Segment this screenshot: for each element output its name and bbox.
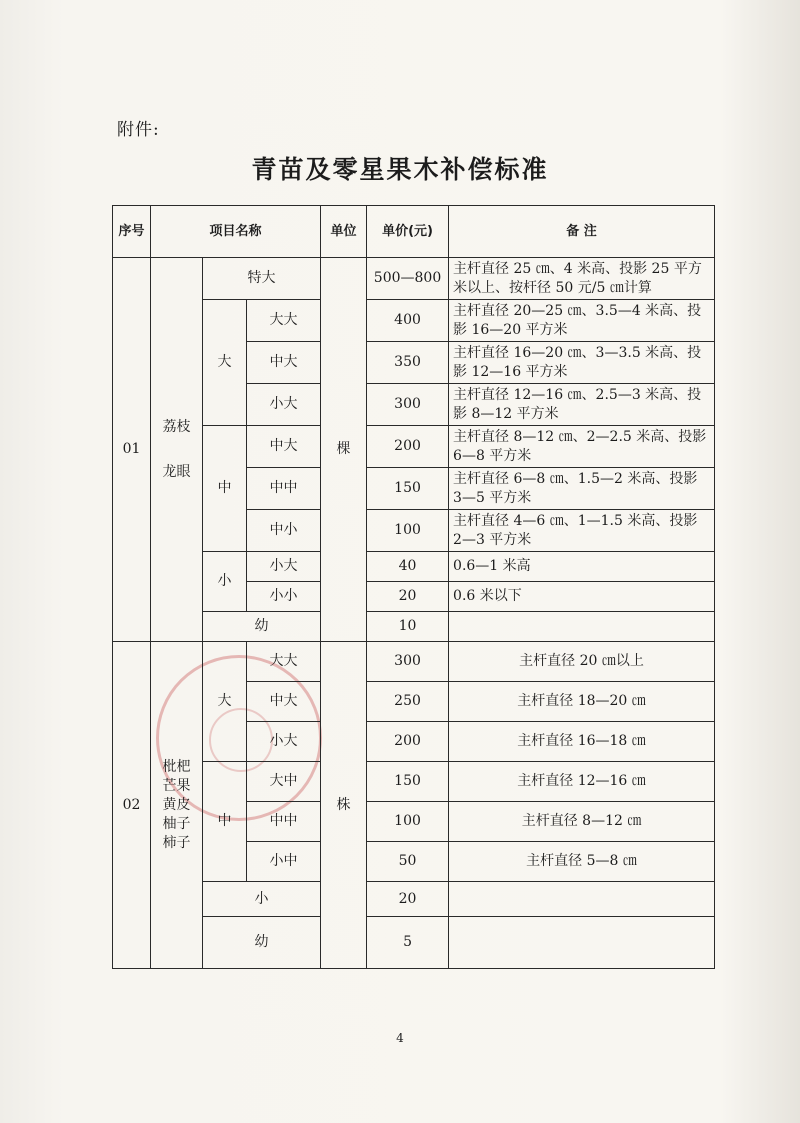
group2-cat-medium: 中: [203, 762, 247, 882]
header-unit: 单位: [321, 206, 367, 258]
group2-unit: 株: [321, 642, 367, 969]
item-price: 250: [367, 682, 449, 722]
item-price: 200: [367, 426, 449, 468]
item-remark: 主杆直径 25 ㎝、4 米高、投影 25 平方米以上、按杆径 50 元/5 ㎝计算: [449, 258, 715, 300]
group2-name-line: 枇杷: [162, 758, 191, 775]
item-remark: 主杆直径 20—25 ㎝、3.5—4 米高、投影 16—20 平方米: [449, 300, 715, 342]
item-sub: 小小: [247, 582, 321, 612]
compensation-table: [112, 205, 715, 969]
item-sub: 幼: [203, 612, 321, 642]
item-sub: 幼: [203, 917, 321, 969]
item-sub: 小中: [247, 842, 321, 882]
table-row: [113, 762, 715, 802]
item-remark: 主杆直径 16—18 ㎝: [449, 722, 715, 762]
item-sub: 小大: [247, 722, 321, 762]
table-row: [113, 882, 715, 917]
item-sub: 小大: [247, 384, 321, 426]
item-remark: 主杆直径 8—12 ㎝: [449, 802, 715, 842]
item-sub: 中小: [247, 510, 321, 552]
item-remark: [449, 917, 715, 969]
item-sub: 中大: [247, 342, 321, 384]
group1-seq: 01: [113, 258, 151, 642]
item-remark: 主杆直径 12—16 ㎝、2.5—3 米高、投影 8—12 平方米: [449, 384, 715, 426]
item-sub: 中中: [247, 468, 321, 510]
item-price: 400: [367, 300, 449, 342]
item-price: 300: [367, 384, 449, 426]
item-sub: 中大: [247, 682, 321, 722]
item-remark: 主杆直径 5—8 ㎝: [449, 842, 715, 882]
table-row: [113, 426, 715, 468]
item-sub: 大大: [247, 642, 321, 682]
group2-seq: 02: [113, 642, 151, 969]
group1-cat-small: 小: [203, 552, 247, 612]
item-sub: 中大: [247, 426, 321, 468]
item-price: 200: [367, 722, 449, 762]
table-header-row: [113, 206, 715, 258]
item-sub: 小: [203, 882, 321, 917]
group1-name: [151, 258, 203, 642]
item-sub: 小大: [247, 552, 321, 582]
item-price: 500—800: [367, 258, 449, 300]
item-remark: 主杆直径 12—16 ㎝: [449, 762, 715, 802]
header-seq: 序号: [113, 206, 151, 258]
table-row: [113, 917, 715, 969]
group2-name-line: 黄皮: [162, 796, 191, 813]
header-remark: 备 注: [449, 206, 715, 258]
table-row: [113, 642, 715, 682]
item-price: 20: [367, 882, 449, 917]
item-price: 50: [367, 842, 449, 882]
item-remark: [449, 882, 715, 917]
group1-cat-medium: 中: [203, 426, 247, 552]
table-row: [113, 300, 715, 342]
item-price: 150: [367, 762, 449, 802]
item-price: 10: [367, 612, 449, 642]
item-sub: 大中: [247, 762, 321, 802]
table-row: [113, 612, 715, 642]
item-price: 100: [367, 510, 449, 552]
item-remark: 主杆直径 4—6 ㎝、1—1.5 米高、投影 2—3 平方米: [449, 510, 715, 552]
document-title: 青苗及零星果木补偿标准: [251, 155, 549, 184]
item-remark: 主杆直径 8—12 ㎝、2—2.5 米高、投影 6—8 平方米: [449, 426, 715, 468]
attachment-label: 附件:: [117, 120, 160, 140]
header-item: 项目名称: [151, 206, 321, 258]
group2-cat-large: 大: [203, 642, 247, 762]
group2-name-line: 柿子: [162, 834, 191, 851]
item-price: 350: [367, 342, 449, 384]
item-remark: 0.6—1 米高: [449, 552, 715, 582]
item-price: 40: [367, 552, 449, 582]
item-sub: 特大: [203, 258, 321, 300]
group2-name-line: 柚子: [162, 815, 191, 832]
item-sub: 大大: [247, 300, 321, 342]
table-row: [113, 552, 715, 582]
header-price: 单价(元): [367, 206, 449, 258]
item-remark: [449, 612, 715, 642]
item-remark: 0.6 米以下: [449, 582, 715, 612]
group1-name-line1: 荔枝: [162, 418, 191, 435]
group1-cat-large: 大: [203, 300, 247, 426]
item-price: 150: [367, 468, 449, 510]
item-remark: 主杆直径 16—20 ㎝、3—3.5 米高、投影 12—16 平方米: [449, 342, 715, 384]
item-price: 300: [367, 642, 449, 682]
item-price: 20: [367, 582, 449, 612]
group2-name: [151, 642, 203, 969]
item-price: 100: [367, 802, 449, 842]
item-remark: 主杆直径 6—8 ㎝、1.5—2 米高、投影 3—5 平方米: [449, 468, 715, 510]
item-remark: 主杆直径 18—20 ㎝: [449, 682, 715, 722]
group1-unit: 棵: [321, 258, 367, 642]
table-row: [113, 258, 715, 300]
item-remark: 主杆直径 20 ㎝以上: [449, 642, 715, 682]
item-price: 5: [367, 917, 449, 969]
page-number: 4: [396, 1031, 404, 1045]
item-sub: 中中: [247, 802, 321, 842]
group2-name-line: 芒果: [162, 777, 191, 794]
group1-name-line2: 龙眼: [162, 463, 191, 480]
